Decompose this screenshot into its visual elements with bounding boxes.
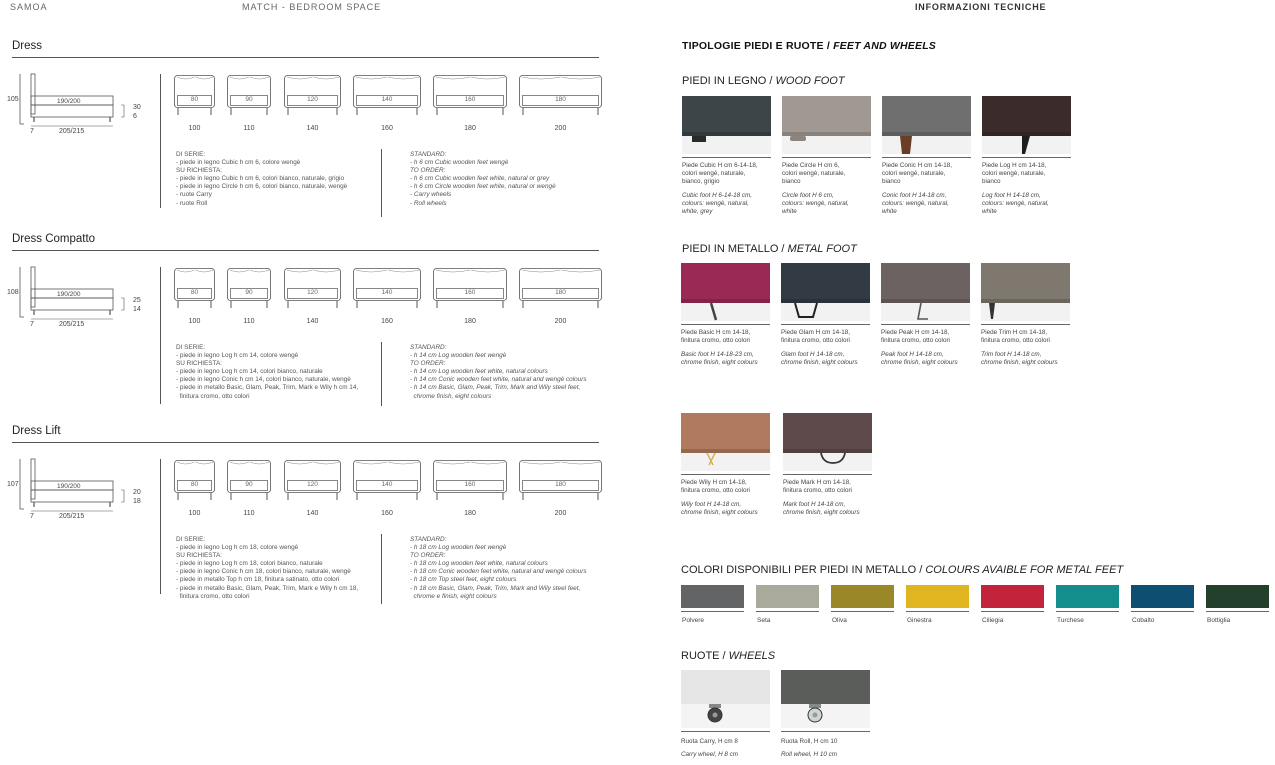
- foot-caption-it: Piede Glam H cm 14-18, finitura cromo, otto colori: [781, 329, 850, 345]
- wood-heading-it: PIEDI IN LEGNO: [682, 75, 767, 87]
- colours-heading-en: COLOURS AVAIBLE FOR METAL FEET: [925, 564, 1124, 576]
- foot-caption-en: Circle foot H 6 cm, colours: wengè, natural, white: [782, 192, 849, 216]
- wheels-heading-it: RUOTE: [681, 650, 720, 662]
- colour-swatch: [831, 585, 894, 608]
- bed-size-plan: [227, 75, 271, 133]
- mattress-width: 160: [464, 96, 476, 103]
- height-value: 30: [133, 104, 141, 111]
- overall-width: 100: [188, 125, 201, 132]
- foot-photo: [882, 96, 971, 154]
- bed-size-plan: [519, 460, 602, 518]
- divider-rule: [160, 74, 161, 208]
- swatch-rule: [681, 611, 744, 612]
- foot-illustration: [981, 263, 1070, 321]
- divider-rule: [160, 459, 161, 594]
- caption-rule: [783, 474, 872, 475]
- swatch-name: Oliva: [832, 617, 847, 624]
- mattress-width: 160: [464, 481, 476, 488]
- caption-rule: [982, 157, 1071, 158]
- swatch-rule: [831, 611, 894, 612]
- overall-width: 110: [243, 510, 255, 517]
- notes-italian: DI SERIE: - piede in legno Log h cm 18, colore wengè SU RICHIESTA: - piede in legno Log h cm 18, colori bianco, naturale - piede in legno Conic h cm 18, colori bianco, naturale, wengè - piede in metallo Top h cm 18, finitura satinato, otto colori - piede in metallo Basic, Glam, Peak, Trim, Mark e Wily h cm 18, finitura cromo, otto colori: [176, 536, 359, 600]
- foot-illustration: [682, 96, 771, 154]
- foot-caption-it: Piede Basic H cm 14-18, finitura cromo, otto colori: [681, 329, 751, 345]
- roll-wheel-icon: [781, 670, 870, 728]
- foot-illustration: [781, 263, 870, 321]
- swatch-name: Seta: [757, 617, 771, 624]
- foot-caption-it: Piede Peak H cm 14-18, finitura cromo, otto colori: [881, 329, 950, 345]
- notes-italian: DI SERIE: - piede in legno Cubic h cm 6, colore wengè SU RICHIESTA: - piede in legno Cubic h cm 6, colori bianco, naturale, grigio - piede in legno Circle h cm 6, colori bianco, naturale, wengè - ruote Carry - ruote Roll: [176, 151, 348, 207]
- notes-divider: [381, 342, 382, 406]
- mattress-width: 80: [190, 481, 199, 488]
- wheel-caption-it: Ruota Roll, H cm 10: [781, 738, 838, 745]
- bed-title: Dress Lift: [12, 425, 61, 437]
- foot-caption-it: Piede Trim H cm 14-18, finitura cromo, otto colori: [981, 329, 1050, 345]
- overall-width: 140: [306, 510, 319, 517]
- brand-label: SAMOA: [10, 2, 48, 12]
- foot-illustration: [681, 413, 770, 471]
- height-value: 20: [133, 489, 141, 496]
- caption-rule: [781, 731, 870, 732]
- metal-foot-heading: PIEDI IN METALLO / METAL FOOT: [682, 243, 857, 255]
- foot-caption-en: Trim foot H 14-18 cm, chrome finish, eight colours: [981, 351, 1058, 367]
- overall-width: 100: [188, 318, 201, 325]
- section-label: INFORMAZIONI TECNICHE: [915, 2, 1047, 12]
- foot-caption-it: Piede Mark H cm 14-18, finitura cromo, otto colori: [783, 479, 852, 495]
- overall-width: 200: [554, 510, 567, 517]
- foot-photo: [781, 263, 870, 321]
- overall-width: 180: [464, 318, 476, 325]
- bed-size-plan: [227, 460, 271, 518]
- foot-photo: [681, 413, 770, 471]
- divider-rule: [160, 267, 161, 404]
- overall-width: 200: [554, 125, 567, 132]
- caption-rule: [681, 474, 770, 475]
- foot-photo: [783, 413, 872, 471]
- foot-caption-it: Piede Conic H cm 14-18, colori wengè, naturale, bianco: [882, 162, 952, 186]
- mattress-size: 190/200: [57, 291, 81, 298]
- wheel-caption-en: Carry wheel, H 8 cm: [681, 751, 739, 758]
- notes-english: STANDARD: - h 6 cm Cubic wooden feet wengè TO ORDER: - h 6 cm Cubic wooden feet white, natural or grey - h 6 cm Circle wooden feet white, natural or wengè - Carry wheels - Roll wheels: [410, 151, 556, 207]
- metal-heading-it: PIEDI IN METALLO: [682, 243, 779, 255]
- colour-swatch: [981, 585, 1044, 608]
- bed-size-plan: [174, 268, 215, 326]
- foot-caption-en: Wily foot H 14-18 cm, chrome finish, eight colours: [681, 501, 758, 517]
- colours-heading-it: COLORI DISPONIBILI PER PIEDI IN METALLO: [681, 564, 917, 576]
- foot-illustration: [982, 96, 1071, 154]
- bed-length: 205/215: [59, 128, 85, 135]
- swatch-rule: [1056, 611, 1119, 612]
- bed-size-plan: [284, 268, 341, 326]
- overall-width: 140: [306, 125, 319, 132]
- bed-size-plan: [174, 460, 215, 518]
- wheel-photo: [781, 670, 870, 728]
- feet-wheels-title: TIPOLOGIE PIEDI E RUOTE / FEET AND WHEELS: [682, 40, 937, 52]
- foot-caption-en: Peak foot H 14-18 cm, chrome finish, eight colours: [881, 351, 958, 367]
- bed-size-plan: [227, 268, 271, 326]
- colour-swatch: [1206, 585, 1269, 608]
- overall-width: 100: [188, 510, 201, 517]
- wheels-heading-en: WHEELS: [728, 650, 776, 662]
- swatch-rule: [1131, 611, 1194, 612]
- overall-width: 160: [381, 510, 393, 517]
- colours-heading: COLORI DISPONIBILI PER PIEDI IN METALLO / COLOURS AVAIBLE FOR METAL FEET: [681, 564, 1124, 576]
- notes-italian: DI SERIE: - piede in legno Log h cm 14, colore wengè SU RICHIESTA: - piede in legno Log h cm 14, colori bianco, naturale - piede in legno Conic h cm 14, colori bianco, naturale, wengè - piede in metallo Basic, Glam, Peak, Trim, Mark e Wily h cm 14, finitura cromo, otto colori: [176, 344, 359, 400]
- swatch-name: Ginestra: [907, 617, 932, 624]
- mattress-width: 90: [245, 96, 253, 103]
- caption-rule: [782, 157, 871, 158]
- wheel-caption-en: Roll wheel, H 10 cm: [781, 751, 837, 758]
- bed-title: Dress: [12, 40, 43, 52]
- height-value: 18: [133, 497, 141, 505]
- wheel-caption-it: Ruota Carry, H cm 8: [681, 738, 738, 745]
- mattress-width: 140: [381, 481, 393, 488]
- mattress-width: 120: [307, 289, 318, 296]
- mattress-width: 90: [245, 481, 253, 488]
- wood-foot-heading: PIEDI IN LEGNO / WOOD FOOT: [682, 75, 845, 87]
- feet-wheels-title-en: FEET AND WHEELS: [833, 40, 937, 52]
- foot-photo: [981, 263, 1070, 321]
- collection-label: MATCH - BEDROOM SPACE: [242, 2, 382, 12]
- bed-height: 105: [7, 96, 19, 103]
- overall-width: 110: [243, 125, 255, 132]
- swatch-name: Turchese: [1057, 617, 1084, 624]
- wood-heading-en: WOOD FOOT: [775, 75, 845, 87]
- bed-heights: [133, 297, 141, 314]
- foot-illustration: [783, 413, 872, 471]
- section-rule: [12, 57, 599, 58]
- foot-photo: [982, 96, 1071, 154]
- foot-caption-en: Glam foot H 14-18 cm, chrome finish, eight colours: [781, 351, 858, 367]
- foot-illustration: [881, 263, 970, 321]
- height-value: 14: [133, 305, 141, 313]
- bed-height: 108: [7, 289, 19, 296]
- mattress-size: 190/200: [57, 483, 81, 490]
- feet-wheels-title-it: TIPOLOGIE PIEDI E RUOTE: [682, 40, 824, 52]
- mattress-width: 180: [555, 289, 566, 296]
- overall-width: 140: [306, 318, 319, 325]
- foot-caption-en: Log foot H 14-18 cm, colours: wengè, natural, white: [982, 192, 1049, 216]
- bed-size-plan: [433, 268, 507, 326]
- foot-photo: [782, 96, 871, 154]
- colour-swatch: [1056, 585, 1119, 608]
- caption-rule: [882, 157, 971, 158]
- mattress-width: 90: [245, 289, 253, 296]
- mattress-width: 120: [307, 481, 318, 488]
- mattress-width: 180: [555, 481, 566, 488]
- mattress-width: 140: [381, 96, 393, 103]
- bed-size-plan: [174, 75, 215, 133]
- mattress-width: 80: [190, 289, 199, 296]
- overall-width: 110: [243, 318, 255, 325]
- foot-caption-en: Conic foot H 14-18 cm, colours: wengè, natural, white: [882, 192, 949, 216]
- bed-offset: 7: [30, 128, 34, 135]
- bed-size-plan: [353, 268, 421, 326]
- caption-rule: [881, 324, 970, 325]
- section-rule: [12, 250, 599, 251]
- wheel-photo: [681, 670, 770, 728]
- bed-size-plan: [284, 460, 341, 518]
- swatch-rule: [906, 611, 969, 612]
- bed-offset: 7: [30, 513, 34, 520]
- colour-swatch: [906, 585, 969, 608]
- bed-heights: [133, 489, 141, 506]
- bed-size-plan: [353, 75, 421, 133]
- foot-caption-en: Mark foot H 14-18 cm, chrome finish, eight colours: [783, 501, 860, 517]
- foot-caption-en: Cubic foot H 6-14-18 cm, colours: wengè, natural, white, grey: [682, 192, 752, 216]
- notes-english: STANDARD: - h 18 cm Log wooden feet wengè TO ORDER: - h 18 cm Log wooden feet white, natural colours - h 18 cm Conic wooden feet white, natural and wengè colours - h 18 cm Top steel feet, eight colours - h 18 cm Basic, Glam, Peak, Trim, Mark and Wily steel feet, chrome e finish, eight colours: [410, 536, 587, 600]
- bed-size-plan: [353, 460, 421, 518]
- mattress-width: 120: [307, 96, 318, 103]
- overall-width: 160: [381, 125, 393, 132]
- foot-caption-it: Piede Circle H cm 6, colori wengè, naturale, bianco: [782, 162, 846, 186]
- foot-caption-it: Piede Log H cm 14-18, colori wengè, naturale, bianco: [982, 162, 1047, 186]
- bed-size-plan: [519, 268, 602, 326]
- overall-width: 160: [381, 318, 393, 325]
- caption-rule: [681, 324, 770, 325]
- mattress-width: 180: [555, 96, 566, 103]
- foot-caption-it: Piede Cubic H cm 6-14-18, colori wengè, naturale, bianco, grigio: [682, 162, 758, 186]
- overall-width: 180: [464, 510, 476, 517]
- bed-size-plan: [519, 75, 602, 133]
- mattress-width: 160: [464, 289, 476, 296]
- caption-rule: [981, 324, 1070, 325]
- swatch-name: Polvere: [682, 617, 705, 624]
- bed-length: 205/215: [59, 513, 85, 520]
- swatch-name: Ciliegia: [982, 617, 1004, 624]
- foot-illustration: [882, 96, 971, 154]
- bed-offset: 7: [30, 321, 34, 328]
- bed-size-plan: [433, 75, 507, 133]
- swatch-rule: [981, 611, 1044, 612]
- mattress-width: 80: [190, 96, 199, 103]
- mattress-width: 140: [381, 289, 393, 296]
- section-rule: [12, 442, 599, 443]
- mattress-size: 190/200: [57, 98, 81, 105]
- bed-title: Dress Compatto: [12, 233, 96, 245]
- wheels-heading: RUOTE / WHEELS: [681, 650, 776, 662]
- foot-photo: [681, 263, 770, 321]
- bed-length: 205/215: [59, 321, 85, 328]
- bed-size-plan: [433, 460, 507, 518]
- bed-heights: [133, 104, 141, 121]
- foot-photo: [881, 263, 970, 321]
- foot-photo: [682, 96, 771, 154]
- bed-size-plan: [284, 75, 341, 133]
- foot-caption-en: Basic foot H 14-18-23 cm, chrome finish, eight colours: [681, 351, 758, 367]
- swatch-name: Cobalto: [1132, 617, 1155, 624]
- bed-height: 107: [7, 481, 19, 488]
- caption-rule: [781, 324, 870, 325]
- swatch-name: Bottiglia: [1207, 617, 1231, 624]
- swatch-rule: [1206, 611, 1269, 612]
- notes-english: STANDARD: - h 14 cm Log wooden feet wengè TO ORDER: - h 14 cm Log wooden feet white, natural colours - h 14 cm Conic wooden feet white, natural and wengè colours - h 14 cm Basic, Glam, Peak, Trim, Mark and Wily steel feet, chrome finish, eight colours: [410, 344, 587, 400]
- foot-illustration: [782, 96, 871, 154]
- overall-width: 180: [464, 125, 476, 132]
- carry-wheel-icon: [681, 670, 770, 728]
- colour-swatch: [756, 585, 819, 608]
- caption-rule: [681, 731, 770, 732]
- colour-swatch: [1131, 585, 1194, 608]
- caption-rule: [682, 157, 771, 158]
- height-value: 25: [133, 297, 141, 304]
- colour-swatch: [681, 585, 744, 608]
- notes-divider: [381, 149, 382, 217]
- swatch-rule: [756, 611, 819, 612]
- foot-illustration: [681, 263, 770, 321]
- notes-divider: [381, 534, 382, 604]
- height-value: 6: [133, 112, 137, 120]
- foot-caption-it: Piede Wily H cm 14-18, finitura cromo, otto colori: [681, 479, 750, 495]
- overall-width: 200: [554, 318, 567, 325]
- metal-heading-en: METAL FOOT: [787, 243, 857, 255]
